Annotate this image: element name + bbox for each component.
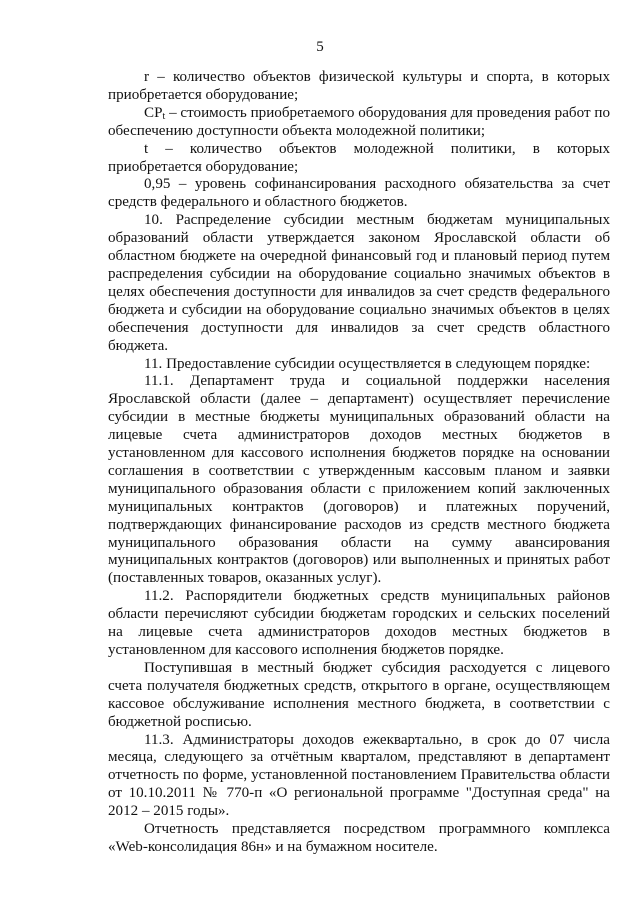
paragraph-cofinancing-level: 0,95 – уровень софинансирования расходного обязательства за счет средств федерального и областного бюджетов.: [108, 176, 610, 211]
cpt-description: – стоимость приобретаемого оборудования для проведения работ по обеспечению доступности объекта молодежной политики;: [108, 104, 610, 139]
paragraph-11-3-reporting: 11.3. Администраторы доходов ежеквартально, в срок до 07 числа месяца, следующего за отчётным кварталом, представляют в департамент отчетность по форме, установленной постановлением Правительства области от 10.10.2011 № 770-п «О региональной программе "Доступная среда" на 2012 – 2015 годы».: [108, 731, 610, 820]
paragraph-11-procedure: 11. Предоставление субсидии осуществляется в следующем порядке:: [144, 355, 591, 372]
paragraph-r-definition: r – количество объектов физической культуры и спорта, в которых приобретается оборудование;: [108, 69, 610, 103]
page-number: 5: [316, 39, 324, 55]
paragraph-received-subsidy: Поступившая в местный бюджет субсидия расходуется с лицевого счета получателя бюджетных средств, открытого в органе, осуществляющем кассовое обслуживание исполнения местного бюджета, в соответствии с бюджетной росписью.: [108, 659, 610, 730]
paragraph-t-definition: t – количество объектов молодежной политики, в которых приобретается оборудование;: [108, 140, 610, 175]
paragraph-cpt-definition: [108, 105, 610, 141]
paragraph-11-1-department: 11.1. Департамент труда и социальной поддержки населения Ярославской области (далее – департамент) осуществляет перечисление субсидии в местные бюджеты муниципальных образований области на лицевые счета администраторов доходов местных бюджетов в установленном для кассового исполнения бюджетов порядке на основании соглашения в соответствии с утвержденным кассовым планом и заявки муниципального образования области с приложением копий заключенных муниципальных контрактов (договоров) и платежных поручений, подтверждающих финансирование расходов из средств местного бюджета муниципального образования области на сумму авансирования муниципальных контрактов (договоров) или выполненных и принятых работ (поставленных товаров, оказанных услуг).: [108, 373, 610, 587]
document-body: [108, 69, 610, 857]
cpt-subscript: t: [162, 110, 166, 122]
paragraph-10-distribution: 10. Распределение субсидии местным бюджетам муниципальных образований области утверждается законом Ярославской области об областном бюджете на очередной финансовый год и плановый период путем распределения субсидии на оборудование социально значимых объектов в целях обеспечения доступности для инвалидов за счет средств федерального бюджета и субсидии на оборудование социально значимых объектов в целях обеспечения доступности для инвалидов за счет средств областного бюджета.: [108, 212, 610, 354]
cpt-symbol: CP: [144, 104, 163, 121]
paragraph-reporting-method: Отчетность представляется посредством программного комплекса «Web-консолидация 86н» и на бумажном носителе.: [108, 821, 610, 855]
paragraph-11-2-managers: 11.2. Распорядители бюджетных средств муниципальных районов области перечисляют субсидии бюджетам городских и сельских поселений на лицевые счета администраторов доходов местных бюджетов в установленном для кассового исполнения бюджетов порядке.: [108, 588, 610, 658]
